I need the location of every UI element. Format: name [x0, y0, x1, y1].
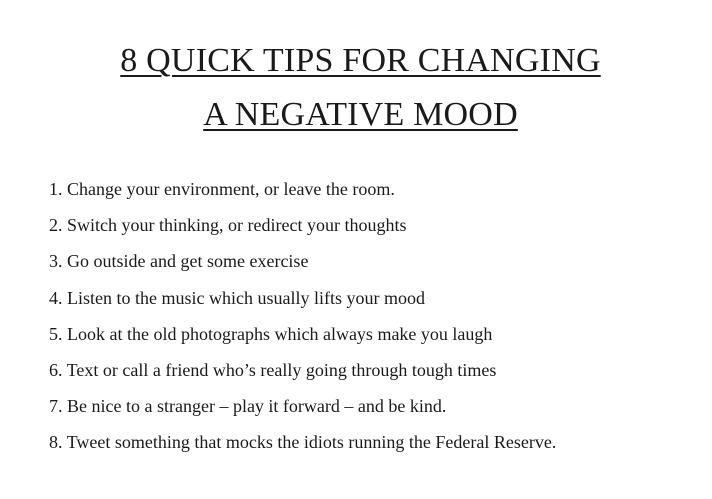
- tips-list: [49, 171, 556, 461]
- tip-item-7: 7. Be nice to a stranger – play it forward – and be kind.: [49, 396, 447, 417]
- tip-item-4: 4. Listen to the music which usually lifts your mood: [49, 287, 425, 308]
- tip-item-6: 6. Text or call a friend who’s really going through tough times: [49, 360, 497, 381]
- tip-item-3: 3. Go outside and get some exercise: [49, 251, 309, 272]
- tip-item-2: 2. Switch your thinking, or redirect your thoughts: [49, 215, 407, 236]
- tip-item-1: 1. Change your environment, or leave the room.: [49, 179, 395, 199]
- title-line-2: A NEGATIVE MOOD: [203, 96, 518, 133]
- page-title: [0, 34, 712, 142]
- tip-item-5: 5. Look at the old photographs which always make you laugh: [49, 323, 493, 344]
- title-line-1: 8 QUICK TIPS FOR CHANGING: [120, 42, 601, 79]
- tip-item-8: 8. Tweet something that mocks the idiots running the Federal Reserve.: [49, 432, 557, 453]
